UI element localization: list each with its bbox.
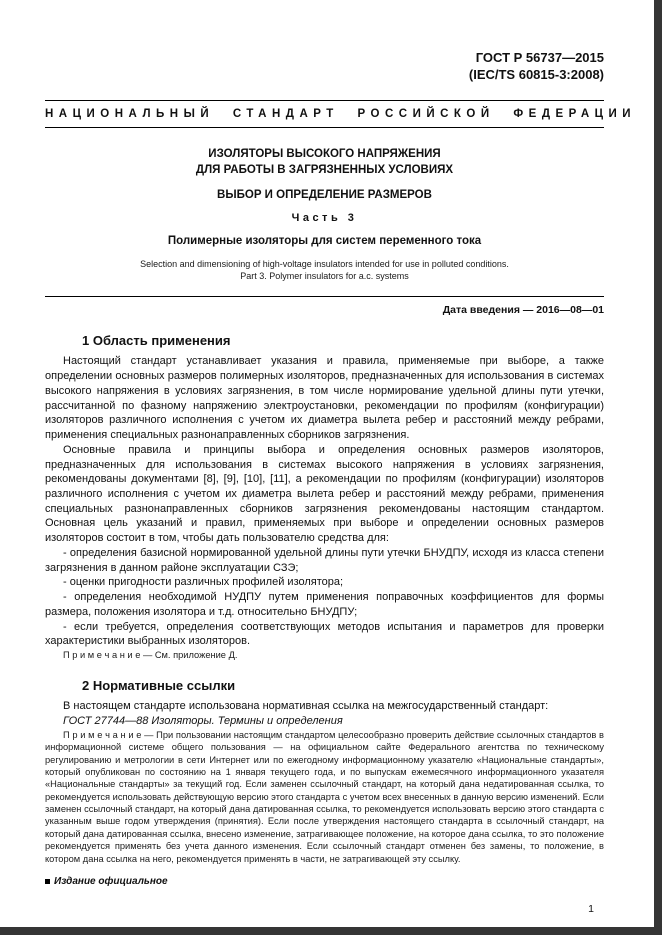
title-line-3: ВЫБОР И ОПРЕДЕЛЕНИЕ РАЗМЕРОВ <box>217 189 432 202</box>
date-rule <box>45 296 604 297</box>
doc-number-intl: (IEC/TS 60815-3:2008) <box>468 66 604 82</box>
doc-number: ГОСТ Р 56737—2015 <box>475 50 604 65</box>
part-label: Часть 3 <box>291 212 358 225</box>
edition-label: Издание официальное <box>54 876 168 887</box>
section-1-body <box>45 354 604 661</box>
section-1-list-item: - определения необходимой НУДПУ путем применения поправочных коэффициентов для формы размера, положения изолятора и т.д. относительно БНУДПУ; <box>45 591 604 618</box>
section-1-paragraph: Основные правила и принципы выбора и определения основных размеров изоляторов, предназначенных для использования в системах высокого напряжения в условиях загрязнения, рекомендованы документами [8], [9], [10], [11], а рекомендации по профилям (конфигурации) изоляторов различного исполнения с учетом их диаметра вылета ребер и расстояний между ребрами, применения специальных разнонаправленных сборников загрязнения рекомендованы настоящим стандартом. Основная цель указаний и правил, применяемых при выборе и определении основных размеров изоляторов состоит в том, чтобы дать пользователю средства для: <box>45 443 604 545</box>
effective-date: Дата введения — 2016—08—01 <box>442 304 604 317</box>
english-title <box>45 258 604 282</box>
section-1-note: П р и м е ч а н и е — См. приложение Д. <box>63 650 238 661</box>
section-1-list-item: - определения базисной нормированной удельной длины пути утечки БНУДПУ, исходя из класса степени загрязнения в данном районе эксплуатации СЗЭ; <box>45 546 604 574</box>
national-standard-banner: НАЦИОНАЛЬНЫЙ СТАНДАРТ РОССИЙСКОЙ ФЕДЕРАЦИИ <box>45 107 637 120</box>
section-2-body <box>45 699 604 864</box>
banner-bottom-rule <box>45 127 604 128</box>
section-2-reference: ГОСТ 27744—88 Изоляторы. Термины и определения <box>63 715 343 728</box>
doc-header <box>45 50 604 84</box>
section-2-paragraph: В настоящем стандарте использована нормативная ссылка на межгосударственный стандарт: <box>63 700 549 713</box>
section-1-list-item: - если требуется, определения соответствующих методов испытания и параметров для проверки характеристики выбранных изоляторов. <box>45 620 604 648</box>
subtitle: Полимерные изоляторы для систем переменного тока <box>167 235 482 248</box>
english-title-line-2: Part 3. Polymer insulators for a.c. systems <box>240 271 409 282</box>
page-number: 1 <box>588 903 594 915</box>
section-2-heading: 2 Нормативные ссылки <box>82 678 236 694</box>
title-line-1: ИЗОЛЯТОРЫ ВЫСОКОГО НАПРЯЖЕНИЯ <box>208 147 441 160</box>
edition-note <box>45 876 168 887</box>
title-block <box>45 146 604 283</box>
english-title-line-1: Selection and dimensioning of high-voltage insulators intended for use in polluted conditions. <box>140 259 509 270</box>
section-1-paragraph: Настоящий стандарт устанавливает указания и правила, применяемые при выборе, а также определении основных размеров полимерных изоляторов, предназначенных для использования в системах высокого напряжения в условиях загрязнения, в том числе нормирование удельной длины пути утечки, рассчитанной по фазному напряжению электроустановки, рекомендации по профилям (конфигурации) изоляторов различного исполнения с учетом их диаметра вылета ребер и расстояний между ребрами, применения специальных разнонаправленных сборников загрязнения. <box>45 355 604 442</box>
title-line-2: ДЛЯ РАБОТЫ В ЗАГРЯЗНЕННЫХ УСЛОВИЯХ <box>195 164 454 177</box>
section-1-list-item: - оценки пригодности различных профилей изолятора; <box>63 576 344 589</box>
section-2-note: П р и м е ч а н и е — При пользовании настоящим стандартом целесообразно проверить действие ссылочных стандартов в информационной системе общего пользования — на официальном сайте Федерального агентства по техническому регулированию и метрологии в сети Интернет или по ежегодному информационному указателю «Национальные стандарты», который опубликован по состоянию на 1 января текущего года, и по выпускам ежемесячного информационного указателя «Национальные стандарты» за текущий год. Если заменен ссылочный стандарт, на который дана недатированная ссылка, то рекомендуется использовать действующую версию этого стандарта с учетом всех внесенных в данную версию изменений. Если заменен ссылочный стандарт, на который дана датированная ссылка, то рекомендуется использовать версию этого стандарта с указанным выше годом утверждения (принятия). Если после утверждения настоящего стандарта в ссылочный стандарт, на который дана датированная ссылка, внесено изменение, затрагивающее положение, на которое дана ссылка, то это положение рекомендуется применять без учета данного изменения. Если ссылочный стандарт отменен без замены, то положение, в котором дана ссылка на него, рекомендуется применять в части, не затрагивающей эту ссылку. <box>45 729 604 864</box>
edition-marker-icon <box>45 879 50 884</box>
section-1-heading: 1 Область применения <box>82 333 231 349</box>
